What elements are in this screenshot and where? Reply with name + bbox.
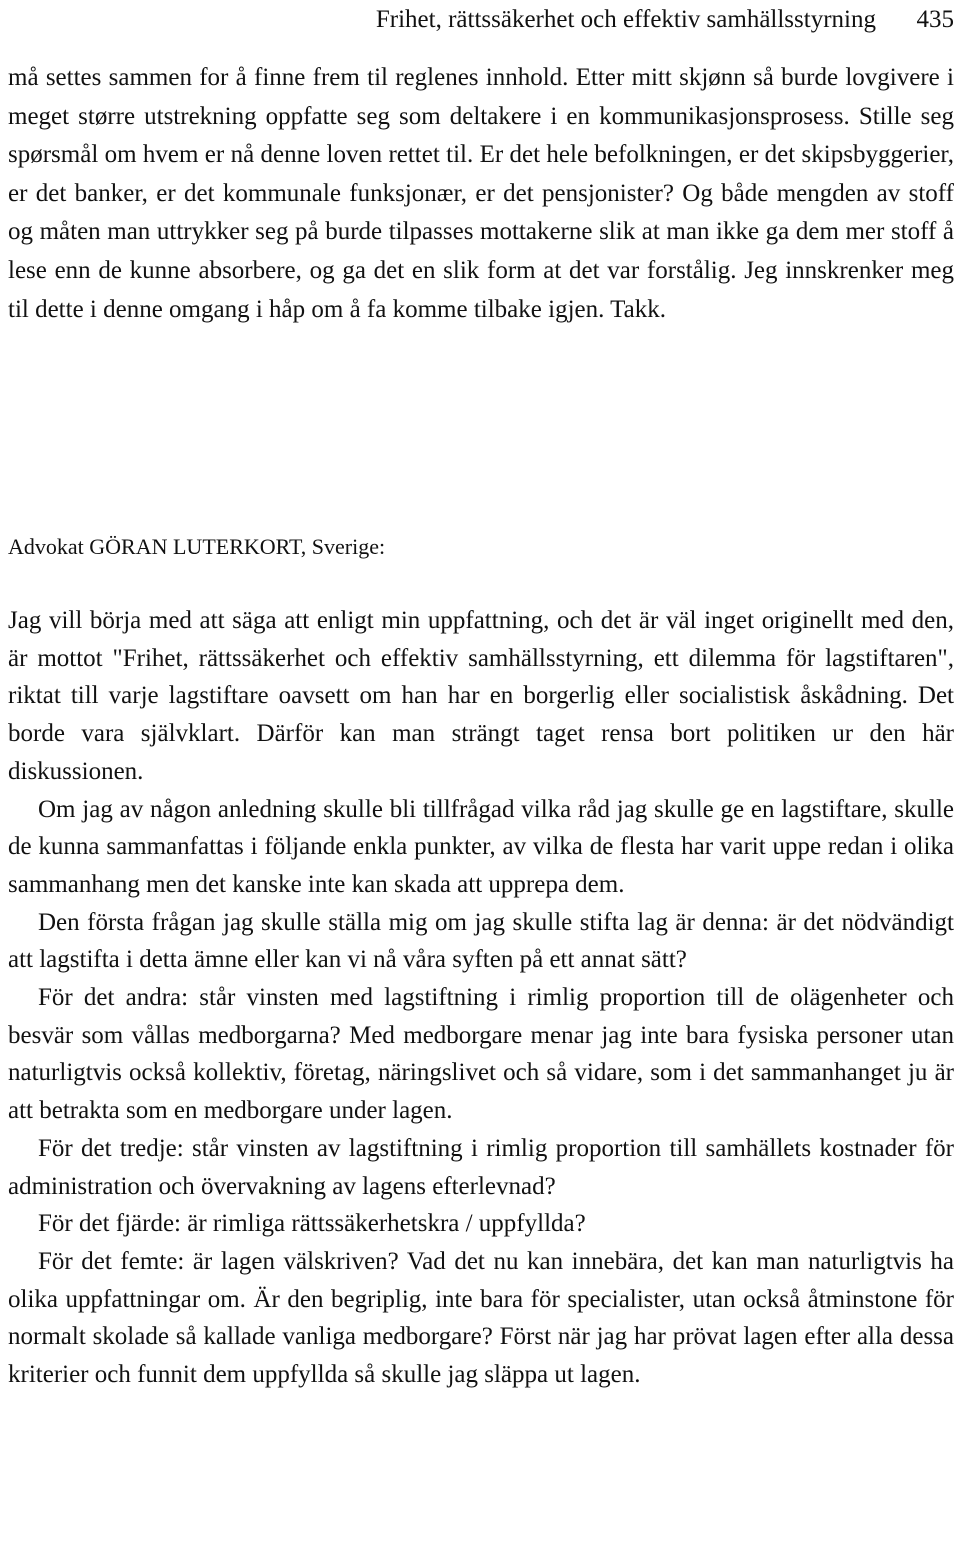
continuation-paragraph: må settes sammen for å finne frem til reglenes innhold. Etter mitt skjønn så burde lovgivere i meget større utstrekning oppfatte seg som deltakere i en kommunikasjonsprosess. Stille seg spørsmål om hvem er nå denne loven rettet til. Er det hele befolkningen, er det skipsbyggerier, er det banker, er det kommunale funksjonær, er det pensjonister? Og både mengden av stoff og måten man uttrykker seg på burde tilpasses mottakerne slik at man ikke ga dem mer stoff å lese enn de kunne absorbere, og ga det en slik form at det var forstålig. Jeg innskrenker meg til dette i denne omgang i håp om å fa komme tilbake igjen. Takk. xyxy=(8,64,954,323)
page-number: 435 xyxy=(916,6,954,33)
speech-paragraph: Den första frågan jag skulle ställa mig om jag skulle stifta lag är denna: är det nödvändigt att lagstifta i detta ämne eller kan vi nå våra syften på ett annat sätt? xyxy=(8,908,954,974)
speech-block xyxy=(8,602,954,1394)
speech-paragraph: För det tredje: står vinsten av lagstiftning i rimlig proportion till samhällets kostnader för administration och övervakning av lagens efterlevnad? xyxy=(8,1134,954,1200)
speech-paragraph: Jag vill börja med att säga att enligt min uppfattning, och det är väl inget originellt med den, är mottot "Frihet, rättssäkerhet och effektiv samhällsstyrning, ett dilemma för lagstiftaren", riktat till varje lagstiftare oavsett om han har en borgerlig eller socialistisk åskådning. Det borde vara självklart. Därför kan man strängt taget rensa bort politiken ur den här diskussionen. xyxy=(8,607,954,785)
speaker-heading: Advokat GÖRAN LUTERKORT, Sverige: xyxy=(8,534,386,559)
running-header xyxy=(8,2,954,38)
speech-paragraph: För det fjärde: är rimliga rättssäkerhetskra / uppfyllda? xyxy=(38,1210,586,1238)
speech-paragraph: För det andra: står vinsten med lagstiftning i rimlig proportion till de olägenheter och besvär som vållas medborgarna? Med medborgare menar jag inte bara fysiska personer utan naturligtvis också kollektiv, företag, näringslivet och så vidare, som i det sammanhanget ju är att betrakta som en medborgare under lagen. xyxy=(8,984,954,1125)
running-title: Frihet, rättssäkerhet och effektiv samhällsstyrning xyxy=(375,6,876,33)
speech-paragraph: För det femte: är lagen välskriven? Vad det nu kan innebära, det kan man naturligtvis ha olika uppfattningar om. Är den begriplig, inte bara för specialister, utan också åtminstone för normalt skolade så kallade vanliga medborgare? Först när jag har prövat lagen efter alla dessa kriterier och funnit dem uppfyllda så skulle jag släppa ut lagen. xyxy=(8,1247,954,1389)
speech-paragraph: Om jag av någon anledning skulle bli tillfrågad vilka råd jag skulle ge en lagstiftare, skulle de kunna sammanfattas i följande enkla punkter, av vilka de flesta har varit uppe redan i olika sammanhang men det kanske inte kan skada att upprepa dem. xyxy=(8,795,954,898)
norwegian-continuation-block xyxy=(8,59,954,329)
